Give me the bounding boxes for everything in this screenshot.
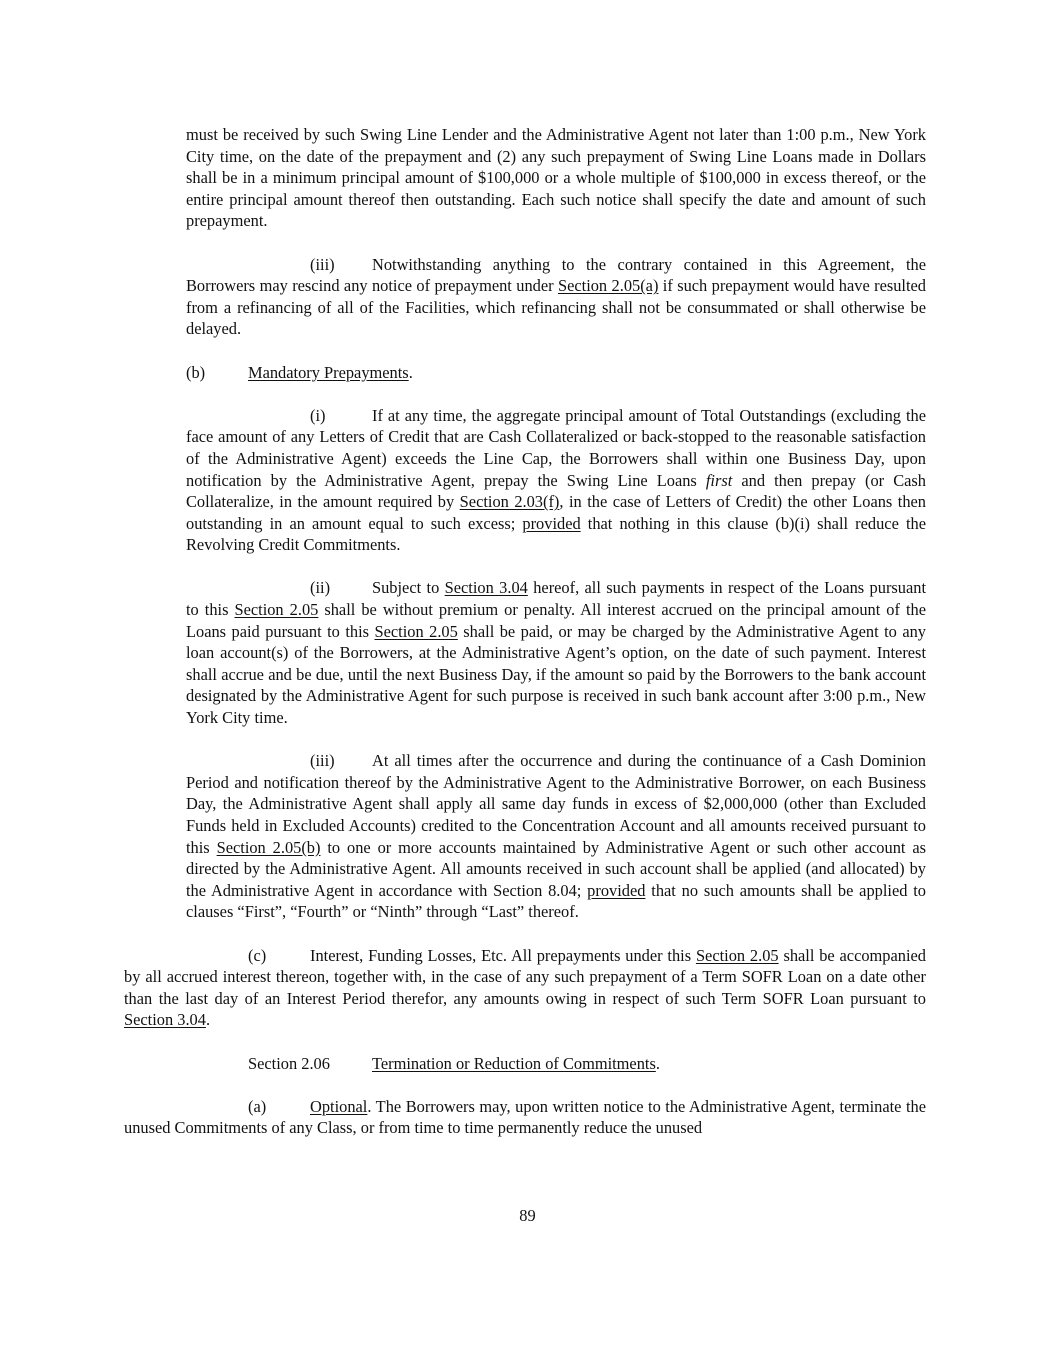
emphasis-text: first [705, 470, 733, 490]
heading-mandatory-prepayments: (b) Mandatory Prepayments. [186, 362, 413, 382]
section-reference: Section 2.05 [234, 600, 319, 620]
section-reference: Section 3.04 [124, 1010, 206, 1030]
section-heading: Termination or Reduction of Commitments [372, 1053, 656, 1073]
clause-number: (c) [248, 945, 267, 965]
paragraph-a-iii: (iii) Notwithstanding anything to the contrary contained in this Agreement, the Borrowers may rescind any notice of prepayment under Section 2.05(a) if such prepayment would have resulted from a refinancing of all of the Facilities, which refinancing shall not be consummated or shall otherwise be delayed. [186, 254, 927, 339]
paragraph-c-interest: (c) Interest, Funding Losses, Etc. All prepayments under this Section 2.05 shall be accompanied by all accrued interest thereon, together with, in the case of any such prepayment of a Term SOFR Loan on a date other than the last day of an Interest Period therefor, any amounts owing in respect of such Term SOFR Loan pursuant to Section 3.04. [124, 945, 926, 1030]
proviso-term: provided [587, 880, 646, 900]
section-2-06-heading: Section 2.06 Termination or Reduction of Commitments. [248, 1053, 660, 1073]
proviso-term: provided [522, 513, 581, 533]
section-heading: Mandatory Prepayments [248, 362, 409, 382]
paragraph-b-ii: (ii) Subject to Section 3.04 hereof, all such payments in respect of the Loans pursuant to this Section 2.05 shall be without premium or penalty. All interest accrued on the principal amount of the Loans paid pursuant to this Section 2.05 shall be paid, or may be charged by the Administrative Agent to any loan account(s) of the Borrowers, at the Administrative Agent’s option, on the date of such payment. Interest shall accrue and be due, until the next Business Day, if the amount so paid by the Borrowers to the bank account designated by the Administrative Agent for such purpose is received in such bank account after 3:00 p.m., New York City time. [186, 578, 926, 728]
clause-number: (b) [186, 362, 206, 382]
paragraph-swing-line-notice: must be received by such Swing Line Lender and the Administrative Agent not later than 1:00 p.m., New York City time, on the date of the prepayment and (2) any such prepayment of Swing Line Loans made in Dollars shall be in a minimum principal amount of $100,000 or a whole multiple of $100,000 in excess thereof, or the entire principal amount thereof then outstanding. Each such notice shall specify the date and amount of such prepayment. [186, 125, 926, 231]
section-reference: Section 2.05 [374, 621, 458, 641]
document-page [124, 124, 926, 1139]
section-number: Section 2.06 [248, 1053, 330, 1073]
clause-number: (i) [310, 405, 326, 425]
section-reference: Section 2.05(a) [557, 276, 659, 296]
paragraph-b-i: (i) If at any time, the aggregate principal amount of Total Outstandings (excluding the face amount of any Letters of Credit that are Cash Collateralized or back-stopped to the reasonable satisfaction of the Administrative Agent) exceeds the Line Cap, the Borrowers shall within one Business Day, upon notification by the Administrative Agent, prepay the Swing Line Loans first and then prepay (or Cash Collateralize, in the amount required by Section 2.03(f), in the case of Letters of Credit) the other Loans then outstanding in an amount equal to such excess; provided that nothing in this clause (b)(i) shall reduce the Revolving Credit Commitments. [186, 405, 926, 555]
clause-number: (a) [248, 1096, 267, 1116]
page-number: 89 [519, 1206, 536, 1225]
section-reference: Section 2.05 [695, 945, 779, 965]
paragraph-2-06-a: (a) Optional. The Borrowers may, upon written notice to the Administrative Agent, terminate the unused Commitments of any Class, or from time to time permanently reduce the unused [124, 1096, 926, 1138]
paragraph-b-iii: (iii) At all times after the occurrence and during the continuance of a Cash Dominion Period and notification thereof by the Administrative Agent to the Administrative Borrower, on each Business Day, the Administrative Agent shall apply all same day funds in excess of $2,000,000 (other than Excluded Funds held in Excluded Accounts) credited to the Concentration Account and all amounts received pursuant to this Section 2.05(b) to one or more accounts maintained by Administrative Agent or such other account as directed by the Administrative Agent. All amounts received in such account shall be applied (and allocated) by the Administrative Agent in accordance with Section 8.04; provided that no such amounts shall be applied to clauses “First”, “Fourth” or “Ninth” through “Last” thereof. [186, 751, 926, 922]
clause-number: (iii) [310, 751, 335, 771]
section-reference: Section 2.03(f) [459, 492, 560, 512]
clause-number: (iii) [310, 254, 335, 274]
section-reference: Section 2.05(b) [216, 837, 321, 857]
section-heading: Optional [310, 1096, 368, 1116]
section-reference: Section 3.04 [444, 578, 528, 598]
clause-number: (ii) [310, 578, 331, 598]
